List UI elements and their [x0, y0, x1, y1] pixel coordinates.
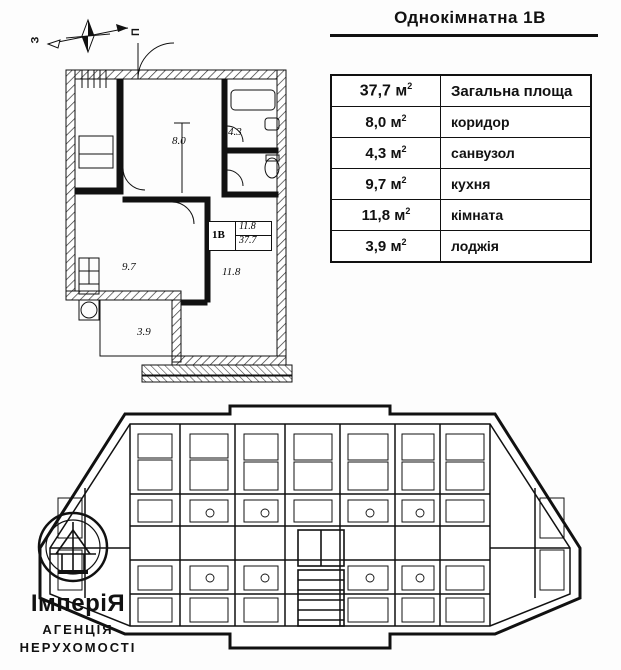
logo-subtitle-line1: АГЕНЦІЯ: [42, 622, 114, 637]
table-row: [331, 75, 591, 107]
logo-emblem-icon: [36, 510, 110, 584]
compass-west-label: З: [29, 36, 42, 44]
apartment-type-stamp: [208, 221, 272, 251]
stamp-divider: [235, 222, 236, 250]
table-row: [331, 231, 591, 263]
compass-north-label: П: [129, 28, 142, 36]
area-label-cell: Загальна площа: [441, 75, 592, 107]
page-title: Однокімнатна 1В: [394, 8, 546, 27]
table-row: [331, 200, 591, 231]
stamp-living-area: 11.8: [239, 221, 256, 232]
title-underline: [330, 34, 598, 37]
area-value-cell: 11,8 $м^2$: [331, 200, 441, 231]
room-label-kitchen: 9.7: [122, 261, 136, 273]
area-label-cell: лоджія: [441, 231, 592, 263]
apartment-type-value: 1В: [212, 229, 225, 241]
area-summary-table: [330, 74, 592, 263]
room-label-living: 11.8: [222, 266, 241, 278]
area-label-cell: кухня: [441, 169, 592, 200]
agency-logo: [8, 510, 148, 660]
area-value-cell: 9,7 $м^2$: [331, 169, 441, 200]
area-value-cell: 37,7 $м^2$: [331, 75, 441, 107]
area-value-cell: 4,3 $м^2$: [331, 138, 441, 169]
room-label-corridor: 8.0: [172, 135, 186, 147]
stamp-total-area: 37.7: [239, 235, 257, 246]
logo-subtitle-line2: НЕРУХОМОСТІ: [19, 640, 137, 655]
area-label-cell: коридор: [441, 107, 592, 138]
logo-brand-name: ІмперіЯ: [30, 590, 126, 617]
apartment-floorplan: [22, 18, 322, 388]
table-row: [331, 107, 591, 138]
room-label-bathroom: 4.3: [228, 126, 242, 138]
area-table-body: [331, 75, 591, 262]
area-value-cell: 8,0 $м^2$: [331, 107, 441, 138]
room-label-loggia: 3.9: [137, 326, 151, 338]
area-label-cell: санвузол: [441, 138, 592, 169]
area-value-cell: 3,9 $м^2$: [331, 231, 441, 263]
table-row: [331, 138, 591, 169]
table-row: [331, 169, 591, 200]
area-label-cell: кімната: [441, 200, 592, 231]
